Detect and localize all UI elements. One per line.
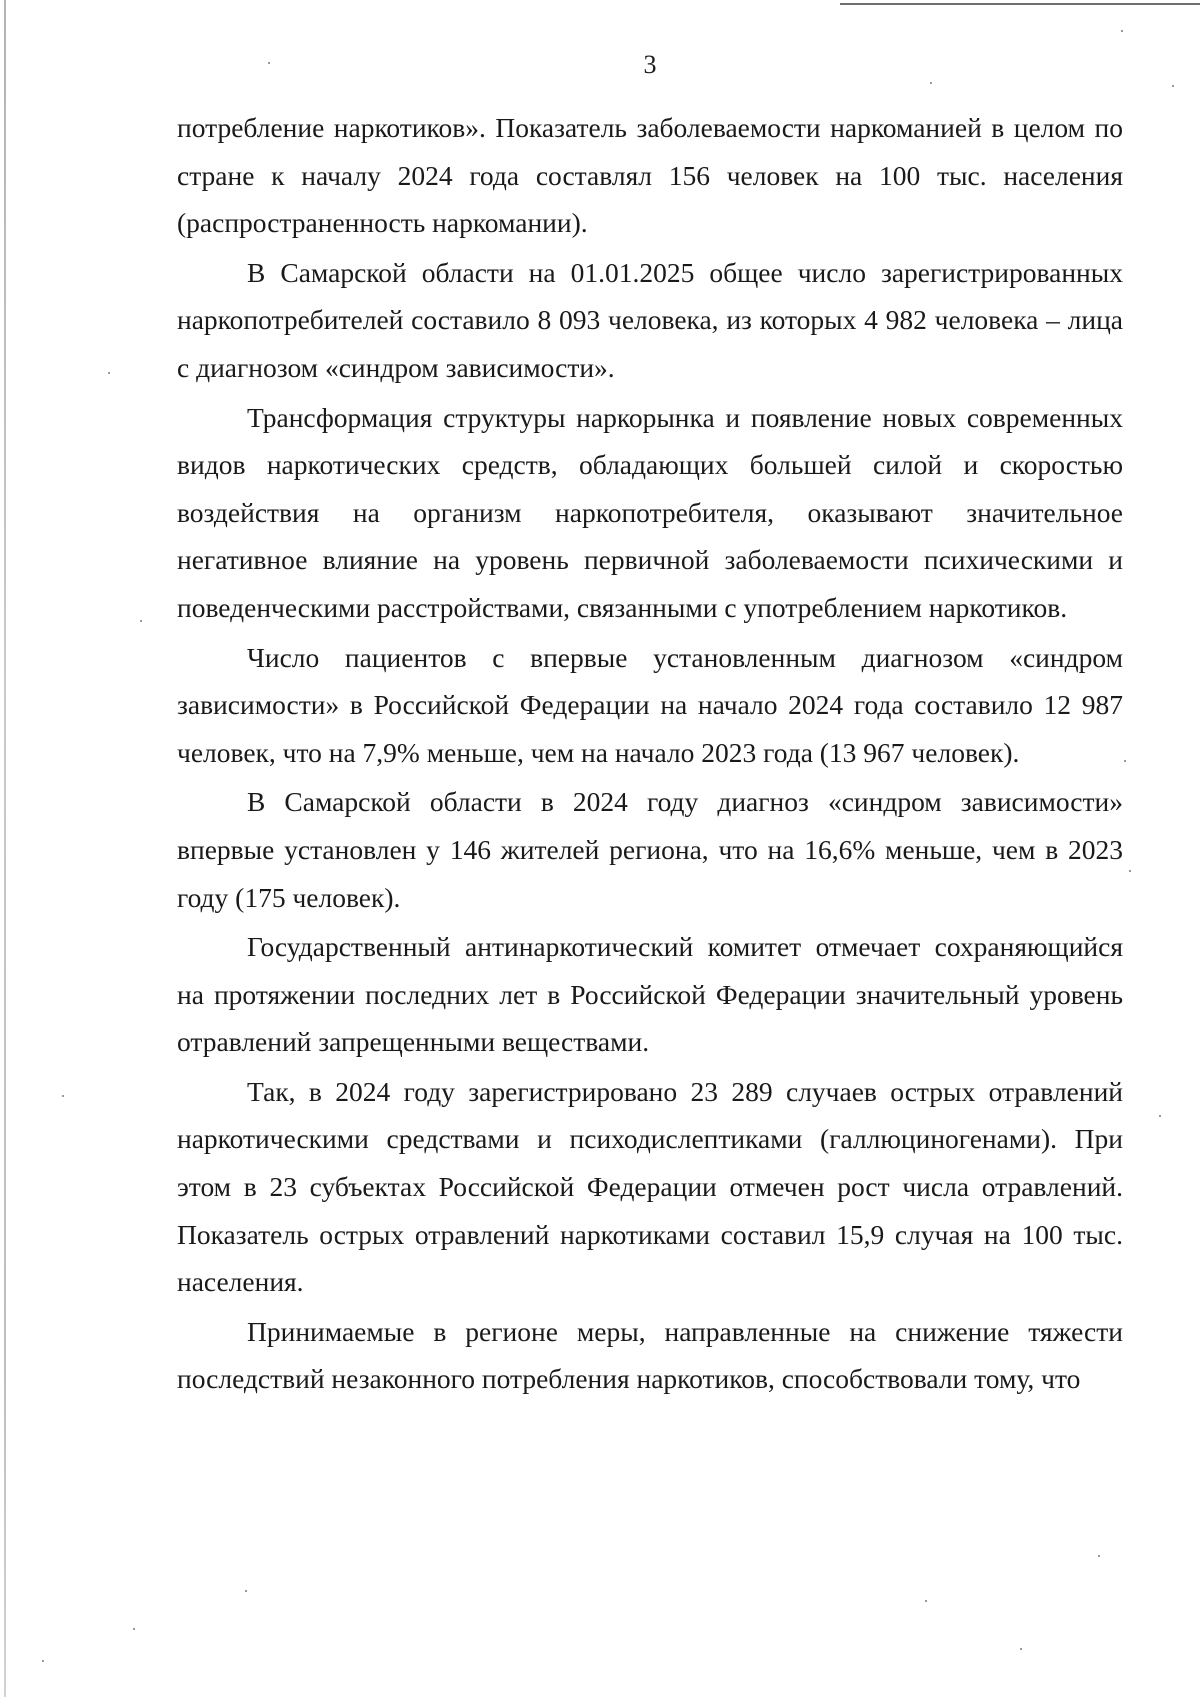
paragraph-1: потребление наркотиков». Показатель заболеваемости наркоманией в целом по стране к началу 2024 года составлял 156 человек на 100 тыс. населения (распространенность наркомании). bbox=[177, 112, 1123, 239]
paragraph-6: Государственный антинаркотический комитет отмечает сохраняющийся на протяжении последних лет в Российской Федерации значительный уровень отравлений запрещенными веществами. bbox=[177, 931, 1123, 1058]
page-number: 3 bbox=[643, 50, 657, 79]
document-body bbox=[177, 104, 1123, 1405]
scan-speck bbox=[245, 1590, 247, 1592]
left-scan-edge bbox=[4, 0, 6, 1697]
scan-speck bbox=[268, 62, 270, 64]
top-scan-edge bbox=[840, 3, 1200, 5]
paragraph-7: Так, в 2024 году зарегистрировано 23 289 случаев острых отравлений наркотическими средствами и психодислептиками (галлюциногенами). При этом в 23 субъектах Российской Федерации отмечен рост числа отравлений. Показатель острых отравлений наркотиками составил 15,9 случая на 100 тыс. населения. bbox=[177, 1075, 1123, 1298]
scan-speck bbox=[1159, 1115, 1161, 1117]
scan-speck bbox=[108, 372, 110, 374]
paragraph-4: Число пациентов с впервые установленным диагнозом «синдром зависимости» в Российской Федерации на начало 2024 года составило 12 987 человек, что на 7,9% меньше, чем на начало 2023 года (13 967 человек). bbox=[177, 641, 1123, 768]
scan-speck bbox=[133, 1628, 135, 1630]
paragraph-2: В Самарской области на 01.01.2025 общее число зарегистрированных наркопотребителей составило 8 093 человека, из которых 4 982 человека – лица с диагнозом «синдром зависимости». bbox=[177, 256, 1123, 383]
scan-speck bbox=[930, 82, 932, 84]
scan-speck bbox=[140, 620, 142, 622]
paragraph-3: Трансформация структуры наркорынка и появление новых современных видов наркотических средств, обладающих большей силой и скоростью воздействия на организм наркопотребителя, оказывают значительное негативное влияние на уровень первичной заболеваемости психическими и поведенческими расстройствами, связанными с употреблением наркотиков. bbox=[177, 401, 1123, 623]
scan-speck bbox=[1172, 85, 1174, 87]
scan-speck bbox=[1121, 30, 1123, 32]
paragraph-8: Принимаемые в регионе меры, направленные на снижение тяжести последствий незаконного потребления наркотиков, способствовали тому, что bbox=[177, 1315, 1123, 1395]
paragraph-5: В Самарской области в 2024 году диагноз «синдром зависимости» впервые установлен у 146 жителей региона, что на 16,6% меньше, чем в 2023 году (175 человек). bbox=[177, 786, 1123, 913]
scan-speck bbox=[1124, 760, 1126, 762]
scan-speck bbox=[42, 1660, 44, 1662]
scan-speck bbox=[1098, 1555, 1100, 1557]
scan-speck bbox=[1129, 870, 1131, 872]
scan-speck bbox=[1020, 1648, 1022, 1650]
scan-speck bbox=[62, 1095, 64, 1097]
scan-speck bbox=[925, 1600, 927, 1602]
